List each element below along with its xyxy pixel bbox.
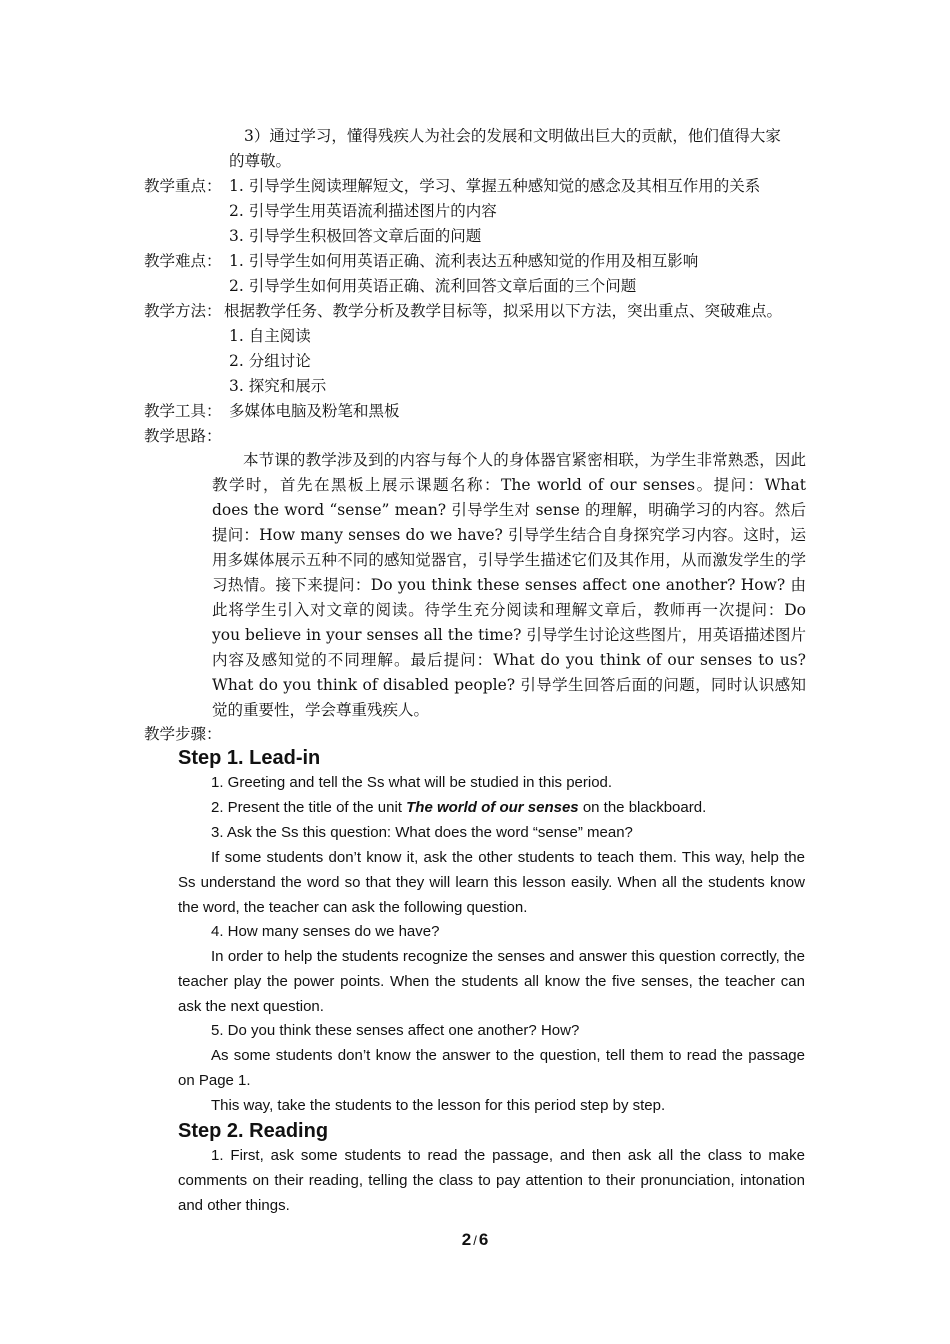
step-1-item-1: 1. Greeting and tell the Ss what will be studied in this period.	[211, 774, 613, 791]
methods-intro: 根据教学任务、教学分析及教学目标等，拟采用以下方法，突出重点、突破难点。	[224, 302, 783, 320]
steps-label: 教学步骤：	[144, 725, 222, 743]
key-point-item: 1. 引导学生阅读理解短文，学习、掌握五种感知觉的感念及其相互作用的关系	[229, 177, 761, 195]
key-point-item: 3. 引导学生积极回答文章后面的问题	[229, 227, 482, 245]
page-separator: /	[473, 1233, 477, 1248]
methods-label: 教学方法：	[144, 302, 222, 320]
goal-3-line-2: 的尊敬。	[229, 152, 292, 170]
step-1-paragraph-6: This way, take the students to the lesson for this period step by step.	[211, 1097, 666, 1114]
step-1-heading: Step 1. Lead-in	[178, 747, 321, 769]
item-2-suffix: on the blackboard.	[578, 799, 707, 816]
difficulties-label: 教学难点：	[144, 252, 222, 270]
difficulty-item: 2. 引导学生如何用英语正确、流利回答文章后面的三个问题	[229, 277, 637, 295]
tools-label: 教学工具：	[144, 402, 222, 420]
step-1-item-5: 5. Do you think these senses affect one another? How?	[211, 1022, 580, 1039]
goal-3-line-1: 3）通过学习，懂得残疾人为社会的发展和文明做出巨大的贡献，他们值得大家	[244, 127, 781, 145]
page-total: 6	[478, 1230, 489, 1249]
key-point-item: 2. 引导学生用英语流利描述图片的内容	[229, 202, 497, 220]
step-1-paragraph-4: In order to help the students recognize the senses and answer this question correctly, the teacher play the power points. When the students all know the five senses, the teacher can ask the next question.	[178, 948, 805, 1015]
step-2-heading: Step 2. Reading	[178, 1120, 329, 1142]
step-2-paragraph-1: 1. First, ask some students to read the passage, and then ask all the class to make comments on their reading, telling the class to pay attention to their pronunciation, intonation and other things.	[178, 1147, 805, 1214]
key-points-label: 教学重点：	[144, 177, 222, 195]
method-item: 3. 探究和展示	[229, 377, 327, 395]
step-1-item-4: 4. How many senses do we have?	[211, 923, 440, 940]
step-1-item-3: 3. Ask the Ss this question: What does the word “sense” mean?	[211, 824, 633, 841]
item-2-prefix: 2. Present the title of the unit	[211, 799, 407, 816]
page-number	[0, 1230, 950, 1251]
step-1-item-2	[211, 798, 706, 818]
difficulty-item: 1. 引导学生如何用英语正确、流利表达五种感知觉的作用及相互影响	[229, 252, 699, 270]
page-current: 2	[461, 1230, 472, 1249]
approach-paragraph: 本节课的教学涉及到的内容与每个人的身体器官紧密相联，为学生非常熟悉，因此教学时，首先在黑板上展示课题名称：The world of our senses。提问：What does the word “sense” mean? 引导学生对 sense 的理解，明确学习的内容。然后提问：How many senses do we have? 引导学生结合自身探究学习内容。这时，运用多媒体展示五种不同的感知觉器官，引导学生描述它们及其作用，从而激发学生的学习热情。接下来提问：Do you think these senses affect one another? How? 由此将学生引入对文章的阅读。待学生充分阅读和理解文章后，教师再一次提问：Do you believe in your senses all the time? 引导学生讨论这些图片，用英语描述图片内容及感知觉的不同理解。最后提问：What do you think of our senses to us? What do you think of disabled people? 引导学生回答后面的问题，同时认识感知觉的重要性，学会尊重残疾人。	[212, 451, 806, 719]
step-1-paragraph-3: If some students don’t know it, ask the other students to teach them. This way, help the Ss understand the word so that they will learn this lesson easily. When all the students know the word, the teacher can ask the following question.	[178, 849, 805, 916]
method-item: 1. 自主阅读	[229, 327, 311, 345]
approach-label: 教学思路：	[144, 427, 222, 445]
step-1-paragraph-5: As some students don’t know the answer to the question, tell them to read the passage on Page 1.	[178, 1047, 805, 1089]
unit-title: The world of our senses	[406, 799, 579, 816]
method-item: 2. 分组讨论	[229, 352, 311, 370]
tools-text: 多媒体电脑及粉笔和黑板	[229, 402, 400, 420]
